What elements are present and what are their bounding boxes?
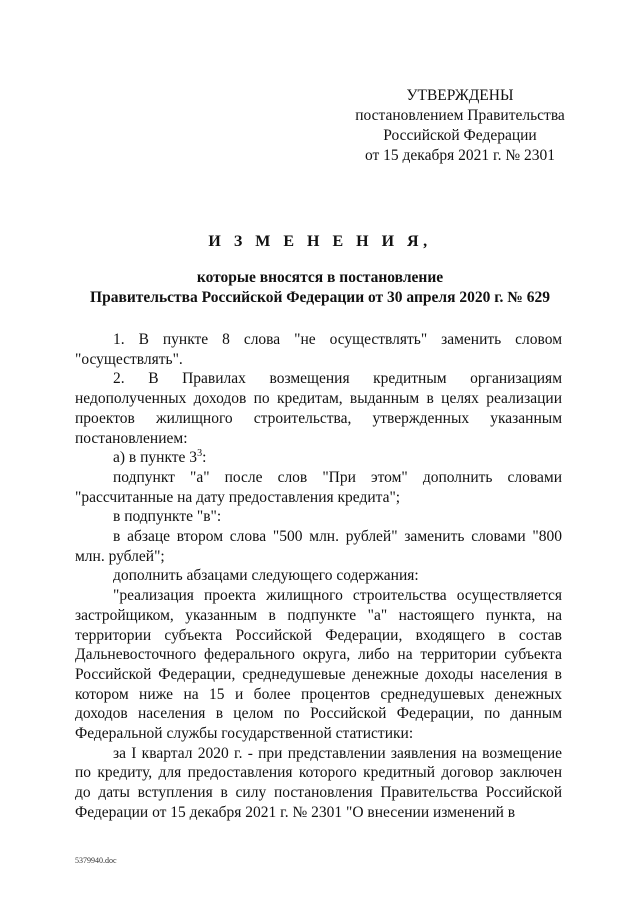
paragraph-9: за I квартал 2020 г. - при представлении заявления на возмещение по кредиту, для предоставления которого кредитный договор заключен до даты вступления в силу постановления Правительства Российской Федерации от 15 декабря 2021 г. № 2301 "О внесении изменений в bbox=[75, 744, 562, 821]
approval-heading: УТВЕРЖДЕНЫ bbox=[406, 87, 514, 104]
paragraph-2: 2. В Правилах возмещения кредитным организациям недополученных доходов по кредитам, выданным в целях реализации проектов жилищного строительства, утвержденных указанным постановлением: bbox=[75, 370, 562, 447]
paragraph-3 bbox=[75, 448, 562, 468]
paragraph-8: "реализация проекта жилищного строительства осуществляется застройщиком, указанным в подпункте "а" настоящего пункта, на территории субъекта Российской Федерации, входящего в состав Дальневосточного федерального округа, либо на территории субъекта Российской Федерации, среднедушевые денежные доходы населения в котором ниже на 15 и более процентов среднедушевых денежных доходов населения в целом по Российской Федерации, по данным Федеральной службы государственной статистики: bbox=[75, 587, 562, 743]
approval-line-2: Российской Федерации bbox=[383, 127, 537, 144]
approval-line-1: постановлением Правительства bbox=[355, 107, 565, 124]
paragraph-3-end: : bbox=[202, 449, 207, 467]
paragraph-3-text: а) в пункте 3 bbox=[113, 449, 198, 467]
approval-stamp bbox=[340, 86, 580, 166]
paragraph-5: в подпункте "в": bbox=[113, 508, 222, 526]
title-subtitle-1: которые вносятся в постановление bbox=[196, 269, 444, 286]
approval-line-3: от 15 декабря 2021 г. № 2301 bbox=[364, 147, 556, 164]
paragraph-4: подпункт "а" после слов "При этом" дополнить словами "рассчитанные на дату предоставления кредита"; bbox=[75, 468, 562, 506]
title-subtitle-2: Правительства Российской Федерации от 30 апреля 2020 г. № 629 bbox=[90, 289, 550, 306]
document-title bbox=[60, 232, 580, 308]
paragraph-1: 1. В пункте 8 слова "не осуществлять" заменить словом "осуществлять". bbox=[75, 331, 562, 368]
title-main: И З М Е Н Е Н И Я, bbox=[208, 233, 432, 250]
paragraph-3-superscript: 3 bbox=[197, 448, 203, 460]
document-body bbox=[75, 330, 562, 823]
paragraph-6: в абзаце втором слова "500 млн. рублей" заменить словами "800 млн. рублей"; bbox=[75, 528, 562, 565]
paragraph-7: дополнить абзацами следующего содержания: bbox=[113, 567, 419, 585]
file-code-footer: 5379940.doc bbox=[75, 856, 117, 865]
